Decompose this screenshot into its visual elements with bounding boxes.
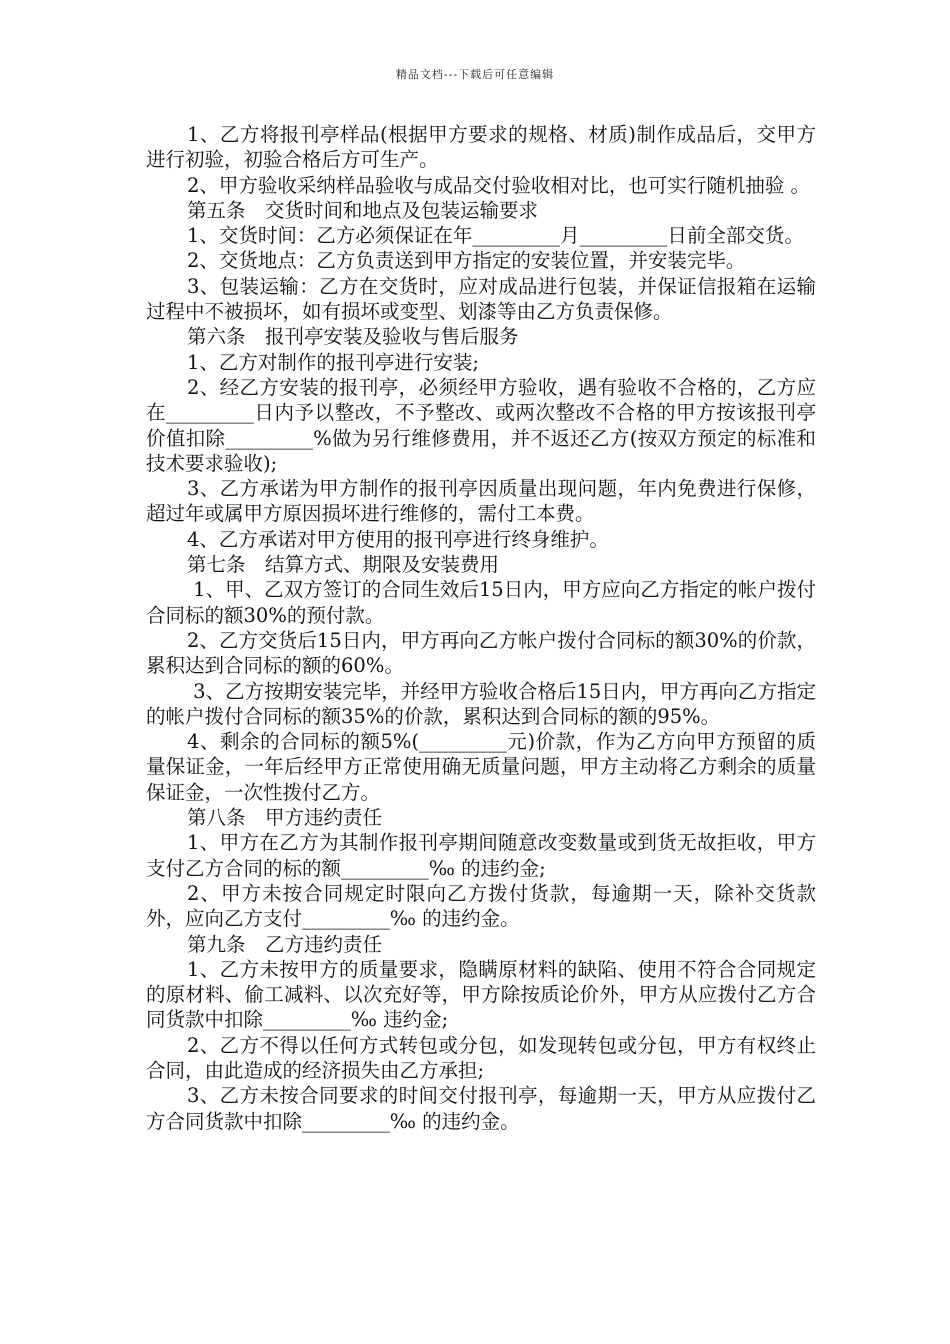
paragraph: 4、剩余的合同标的额5%(_________元)价款，作为乙方向甲方预留的质量保证金，一年后经甲方正常使用确无质量问题，甲方主动将乙方剩余的质量保证金，一次性拨付乙方。 bbox=[146, 730, 816, 804]
paragraph: 2、甲方未按合同规定时限向乙方拨付货款，每逾期一天，除补交货款外，应向乙方支付_________‰ 的违约金。 bbox=[146, 881, 816, 931]
paragraph: 1、乙方未按甲方的质量要求，隐瞒原材料的缺陷、使用不符合合同规定的原材料、偷工减料、以次充好等，甲方除按质论价外，甲方从应拨付乙方合同货款中扣除_________‰ 违约金; bbox=[146, 957, 816, 1032]
paragraph: 1、交货时间：乙方必须保证在年_________月_________日前全部交货。 bbox=[186, 224, 804, 248]
article-heading: 第六条 报刊亭安装及验收与售后服务 bbox=[186, 325, 519, 349]
paragraph: 2、经乙方安装的报刊亭，必须经甲方验收，遇有验收不合格的，乙方应在_________日内予以整改，不予整改、或两次整改不合格的甲方按该报刊亭价值扣除_________%做为另行维修费用，并不返还乙方(按双方预定的标准和技术要求验收); bbox=[146, 375, 816, 475]
paragraph: 3、包装运输：乙方在交货时，应对成品进行包装，并保证信报箱在运输过程中不被损坏，如有损坏或变型、划漆等由乙方负责保修。 bbox=[146, 274, 816, 324]
article-heading: 第七条 结算方式、期限及安装费用 bbox=[186, 553, 499, 577]
article-heading: 第九条 乙方违约责任 bbox=[186, 932, 382, 956]
article-heading: 第八条 甲方违约责任 bbox=[186, 806, 382, 830]
paragraph: 3、乙方承诺为甲方制作的报刊亭因质量出现问题，年内免费进行保修，超过年或属甲方原因损坏进行维修的，需付工本费。 bbox=[146, 477, 816, 526]
document-body bbox=[146, 122, 816, 1134]
paragraph: 1、乙方将报刊亭样品(根据甲方要求的规格、材质)制作成品后，交甲方进行初验，初验合格后方可生产。 bbox=[146, 123, 816, 172]
paragraph: 3、乙方按期安装完毕，并经甲方验收合格后15日内，甲方再向乙方指定的帐户拨付合同标的额35%的价款，累积达到合同标的额的95%。 bbox=[146, 679, 816, 728]
paragraph: 2、交货地点：乙方负责送到甲方指定的安装位置，并安装完毕。 bbox=[186, 249, 746, 273]
paragraph: 3、乙方未按合同要求的时间交付报刊亭，每逾期一天，甲方从应拨付乙方合同货款中扣除_________‰ 的违约金。 bbox=[146, 1084, 816, 1133]
paragraph: 1、乙方对制作的报刊亭进行安装; bbox=[186, 350, 479, 374]
paragraph: 2、甲方验收采纳样品验收与成品交付验收相对比，也可实行随机抽验 。 bbox=[186, 173, 811, 197]
paragraph: 2、乙方交货后15日内，甲方再向乙方帐户拨付合同标的额30%的价款，累积达到合同标的额的60%。 bbox=[146, 628, 816, 678]
paragraph: 1、甲方在乙方为其制作报刊亭期间随意改变数量或到货无故拒收，甲方支付乙方合同的标的额_________‰ 的违约金; bbox=[146, 831, 816, 880]
paragraph: 2、乙方不得以任何方式转包或分包，如发现转包或分包，甲方有权终止合同，由此造成的经济损失由乙方承担; bbox=[146, 1033, 816, 1082]
paragraph: 1、甲、乙双方签订的合同生效后15日内，甲方应向乙方指定的帐户拨付合同标的额30%的预付款。 bbox=[146, 578, 816, 627]
paragraph: 4、乙方承诺对甲方使用的报刊亭进行终身维护。 bbox=[186, 527, 609, 551]
article-heading: 第五条 交货时间和地点及包装运输要求 bbox=[186, 198, 538, 222]
page-header: 精品文档---下载后可任意编辑 bbox=[395, 68, 555, 81]
